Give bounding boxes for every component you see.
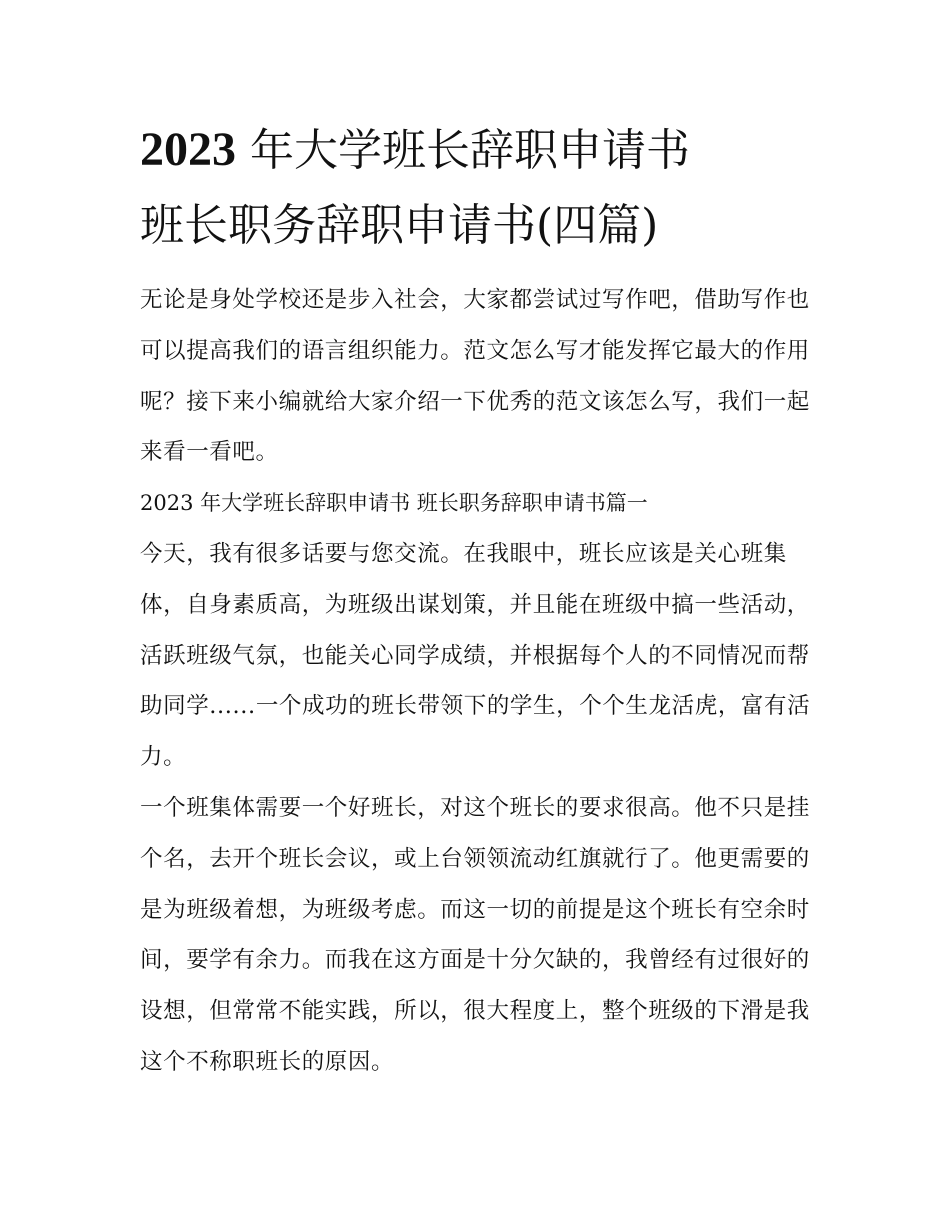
title-year: 2023	[140, 123, 236, 176]
title-line-1-text: 年大学班长辞职申请书	[250, 125, 690, 176]
body-paragraph-2: 一个班集体需要一个好班长，对这个班长的要求很高。他不只是挂个名，去开个班长会议，或上台领领流动红旗就行了。他更需要的是为班级着想，为班级考虑。而这一切的前提是这个班长有空余时间，要学有余力。而我在这方面是十分欠缺的，我曾经有过很好的设想，但常常不能实践，所以，很大程度上，整个班级的下滑是我这个不称职班长的原因。	[140, 795, 810, 1075]
intro-paragraph: 无论是身处学校还是步入社会，大家都尝试过写作吧，借助写作也可以提高我们的语言组织能力。范文怎么写才能发挥它最大的作用呢？接下来小编就给大家介绍一下优秀的范文该怎么写，我们一起来看一看吧。	[140, 287, 810, 466]
section-heading: 2023 年大学班长辞职申请书 班长职务辞职申请书篇一	[140, 491, 648, 515]
document-title-line-1	[140, 120, 840, 181]
document-title-line-2: 班长职务辞职申请书(四篇)	[140, 200, 659, 251]
body-paragraph-1: 今天，我有很多话要与您交流。在我眼中，班长应该是关心班集体，自身素质高，为班级出谋划策，并且能在班级中搞一些活动，活跃班级气氛，也能关心同学成绩，并根据每个人的不同情况而帮助同学......一个成功的班长带领下的学生，个个生龙活虎，富有活力。	[140, 541, 811, 771]
